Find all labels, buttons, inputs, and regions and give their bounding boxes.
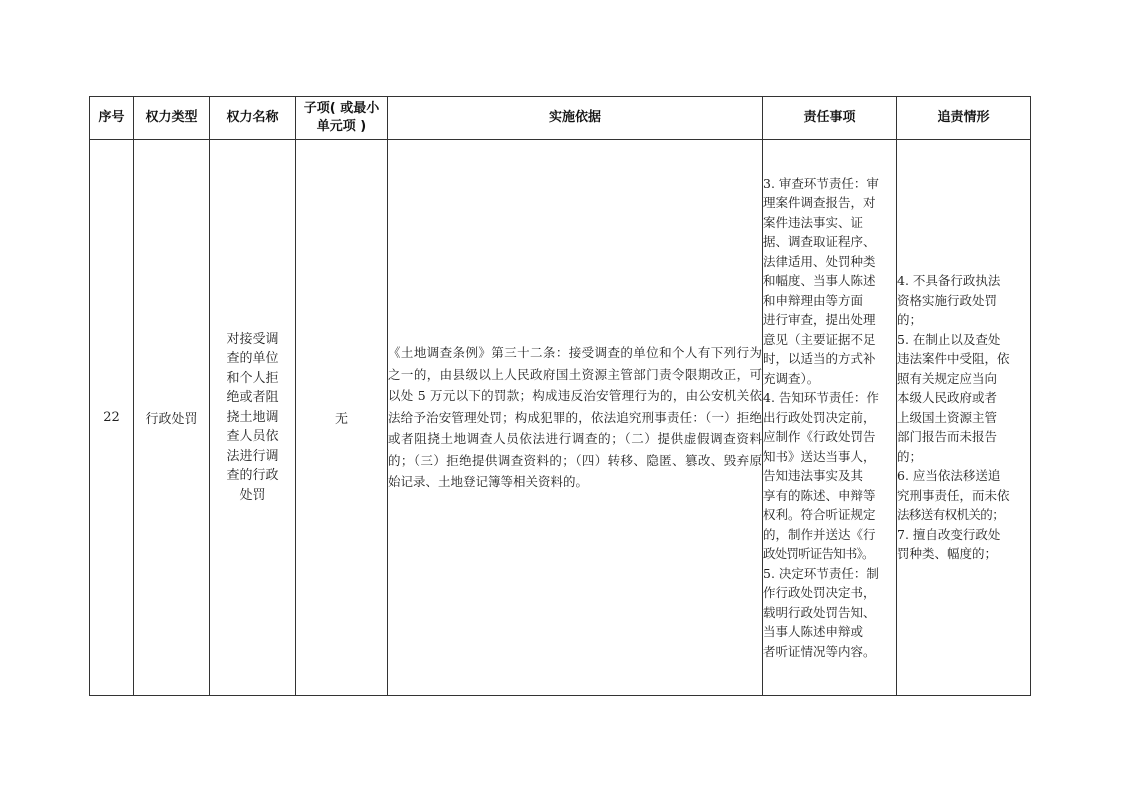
accountability-line: 的； [897,448,923,464]
responsibility-line: 当事人陈述申辩或 [763,624,864,640]
cell-accountability [897,140,1031,696]
responsibility-line: 进行审查，提出处理 [763,312,876,328]
header-subitem-line1: 子项( 或最小 [303,101,380,116]
accountability-line: 上级国土资源主管 [897,409,998,425]
header-basis: 实施依据 [388,97,763,140]
responsibility-line: 意见（主要证据不足 [763,331,876,347]
accountability-line: 罚种类、幅度的； [897,546,998,562]
cell-power-type: 行政处罚 [134,140,210,696]
cell-basis: 《土地调查条例》第三十二条：接受调查的单位和个人有下列行为之一的，由县级以上人民政府国土资源主管部门责令限期改正，可以处 5 万元以下的罚款；构成违反治安管理行为的，由公安机关依法给予治安管理处罚；构成犯罪的，依法追究刑事责任：（一）拒绝或者阻挠土地调查人员依法进行调查的；（二）提供虚假调查资料的；（三）拒绝提供调查资料的；（四）转移、隐匿、篡改、毁弃原始记录、土地登记簿等相关资料的。 [388,140,763,696]
accountability-line: 照有关规定应当向 [897,370,998,386]
accountability-line: 违法案件中受阻，依 [897,351,1010,367]
cell-subitem: 无 [296,140,388,696]
responsibility-line: 理案件调查报告，对 [763,195,876,211]
responsibility-line: 案件违法事实、证 [763,214,864,230]
accountability-line: 5. 在制止以及查处 [897,331,1001,347]
power-name-line: 法进行调 [226,448,279,464]
accountability-line: 本级人民政府或者 [897,390,998,406]
responsibility-line: 据、调查取证程序、 [763,234,876,250]
responsibility-line: 应制作《行政处罚告 [763,429,876,445]
responsibility-line: 和幅度、当事人陈述 [763,273,876,289]
responsibility-line: 和申辩理由等方面 [763,292,864,308]
responsibility-line: 出行政处罚决定前， [763,409,876,425]
responsibility-line: 的，制作并送达《行 [763,526,876,542]
header-no: 序号 [90,97,134,140]
accountability-line: 7. 擅自改变行政处 [897,526,1001,542]
responsibility-line: 作行政处罚决定书， [763,585,876,601]
responsibility-line: 权利。符合听证规定 [763,507,876,523]
responsibility-line: 5. 决定环节责任：制 [763,565,879,581]
accountability-line: 4. 不具备行政执法 [897,273,1001,289]
table-row [90,140,1031,696]
header-power-type: 权力类型 [134,97,210,140]
responsibility-line: 4. 告知环节责任：作 [763,390,879,406]
responsibility-line: 法律适用、处罚种类 [763,253,876,269]
power-name-line: 对接受调 [226,331,279,347]
header-power-name: 权力名称 [210,97,296,140]
power-name-line: 查的单位 [226,351,279,367]
responsibility-line: 时，以适当的方式补 [763,351,876,367]
cell-power-name [210,140,296,696]
header-responsibility: 责任事项 [763,97,897,140]
power-name-line: 查人员依 [226,429,279,445]
header-accountability: 追责情形 [897,97,1031,140]
power-name-line: 和个人拒 [226,370,279,386]
accountability-line: 资格实施行政处罚 [897,292,998,308]
power-name-line: 绝或者阻 [226,390,279,406]
power-name-line: 查的行政 [226,468,279,484]
power-name-line: 挠土地调 [226,409,279,425]
cell-no: 22 [90,140,134,696]
responsibility-line: 者听证情况等内容。 [763,643,876,659]
header-subitem-line2: 单元项 ) [316,119,367,134]
responsibility-line: 知书》送达当事人， [763,448,876,464]
accountability-line: 部门报告而未报告 [897,429,998,445]
responsibility-line: 载明行政处罚告知、 [763,604,876,620]
responsibility-line: 告知违法事实及其 [763,468,864,484]
responsibility-line: 充调查）。 [763,370,820,386]
accountability-line: 究刑事责任，而未依 [897,487,1010,503]
power-list-table [89,96,1031,696]
accountability-line: 6. 应当依法移送追 [897,468,1001,484]
header-row [90,97,1031,140]
accountability-line: 的； [897,312,923,328]
header-subitem [296,97,388,140]
responsibility-line: 3. 审查环节责任：审 [763,175,879,191]
power-name-line: 处罚 [239,487,266,503]
responsibility-line: 政处罚听证告知书》。 [763,546,874,562]
accountability-line: 法移送有权机关的； [897,507,1005,523]
responsibility-line: 享有的陈述、申辩等 [763,487,876,503]
cell-responsibility [763,140,897,696]
